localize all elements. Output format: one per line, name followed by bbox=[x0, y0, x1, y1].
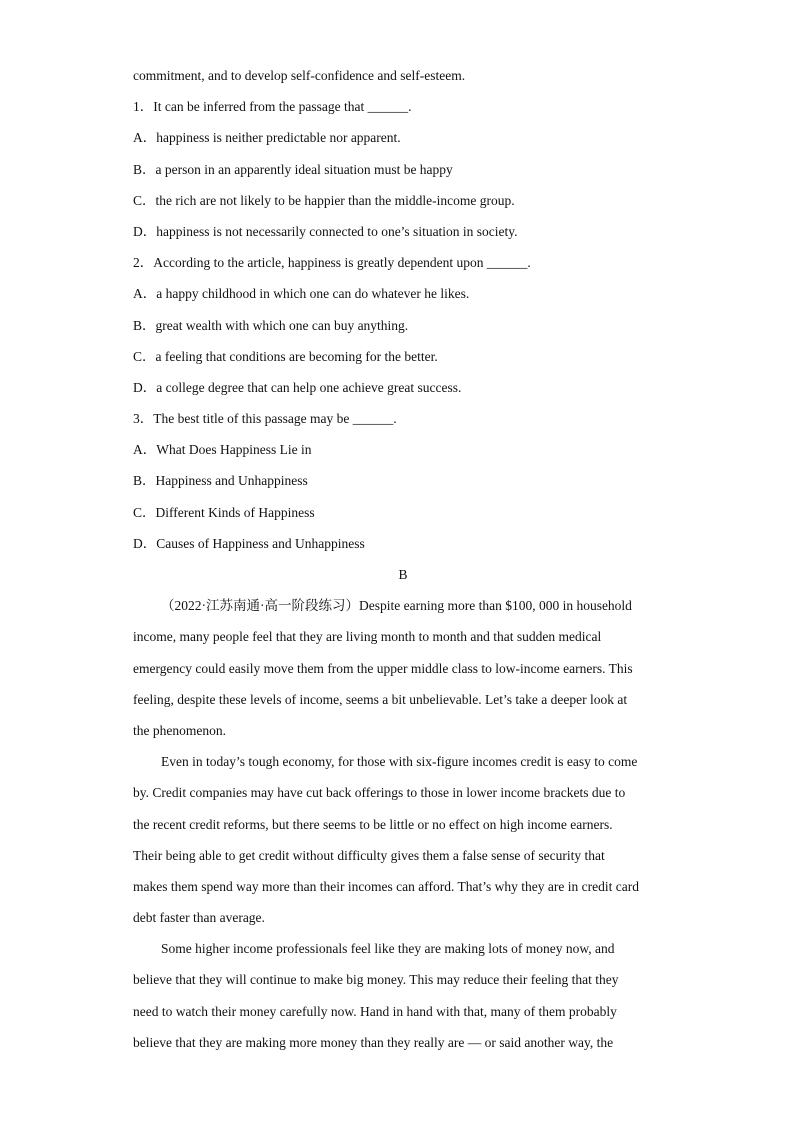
passage-line: believe that they will continue to make big money. This may reduce their feeling that they bbox=[133, 972, 619, 988]
option-d: D．a college degree that can help one achieve great success. bbox=[133, 379, 462, 395]
passage-line: income, many people feel that they are living month to month and that sudden medical bbox=[133, 629, 602, 645]
passage-paragraph-3 bbox=[133, 933, 673, 1058]
passage-line: by. Credit companies may have cut back offerings to those in lower income brackets due to bbox=[133, 785, 626, 801]
option-a: A．happiness is neither predictable nor apparent. bbox=[133, 130, 401, 146]
question-stem: 1．It can be inferred from the passage that ______. bbox=[133, 99, 412, 115]
passage-paragraph-2 bbox=[133, 746, 673, 933]
option-a: A．What Does Happiness Lie in bbox=[133, 442, 312, 458]
question-3 bbox=[133, 403, 673, 559]
option-b: B．Happiness and Unhappiness bbox=[133, 473, 308, 489]
question-2 bbox=[133, 247, 673, 403]
passage-line: Their being able to get credit without difficulty gives them a false sense of security that bbox=[133, 847, 605, 863]
option-d: D．happiness is not necessarily connected to one’s situation in society. bbox=[133, 223, 518, 239]
passage-line: makes them spend way more than their incomes can afford. That’s why they are in credit card bbox=[133, 878, 639, 894]
question-1 bbox=[133, 91, 673, 247]
passage-line: Some higher income professionals feel like they are making lots of money now, and bbox=[161, 941, 615, 957]
passage-line: （2022·江苏南通·高一阶段练习）Despite earning more than $100, 000 in household bbox=[161, 598, 632, 614]
option-b: B．great wealth with which one can buy anything. bbox=[133, 317, 409, 333]
passage-line: debt faster than average. bbox=[133, 910, 265, 926]
passage-line: feeling, despite these levels of income, seems a bit unbelievable. Let’s take a deeper look at bbox=[133, 691, 628, 707]
passage-line: the phenomenon. bbox=[133, 722, 226, 738]
passage-paragraph-1 bbox=[133, 590, 673, 746]
passage-line: emergency could easily move them from the upper middle class to low-income earners. This bbox=[133, 660, 633, 676]
document-page bbox=[133, 60, 673, 1058]
option-b: B．a person in an apparently ideal situation must be happy bbox=[133, 161, 453, 177]
question-stem: 3．The best title of this passage may be ______. bbox=[133, 411, 397, 427]
option-c: C．Different Kinds of Happiness bbox=[133, 504, 315, 520]
option-c: C．a feeling that conditions are becoming for the better. bbox=[133, 348, 438, 364]
option-c: C．the rich are not likely to be happier than the middle-income group. bbox=[133, 192, 515, 208]
passage-line: need to watch their money carefully now. Hand in hand with that, many of them probably bbox=[133, 1003, 617, 1019]
passage-line: Even in today’s tough economy, for those with six-figure incomes credit is easy to come bbox=[161, 754, 638, 770]
option-a: A．a happy childhood in which one can do whatever he likes. bbox=[133, 286, 470, 302]
intro-line: commitment, and to develop self-confidence and self-esteem. bbox=[133, 68, 466, 83]
question-stem: 2．According to the article, happiness is greatly dependent upon ______. bbox=[133, 255, 531, 271]
option-d: D．Causes of Happiness and Unhappiness bbox=[133, 535, 365, 551]
passage-line: believe that they are making more money than they really are — or said another way, the bbox=[133, 1034, 614, 1050]
passage-line: the recent credit reforms, but there seems to be little or no effect on high income earners. bbox=[133, 816, 613, 832]
section-heading: B bbox=[398, 567, 408, 582]
